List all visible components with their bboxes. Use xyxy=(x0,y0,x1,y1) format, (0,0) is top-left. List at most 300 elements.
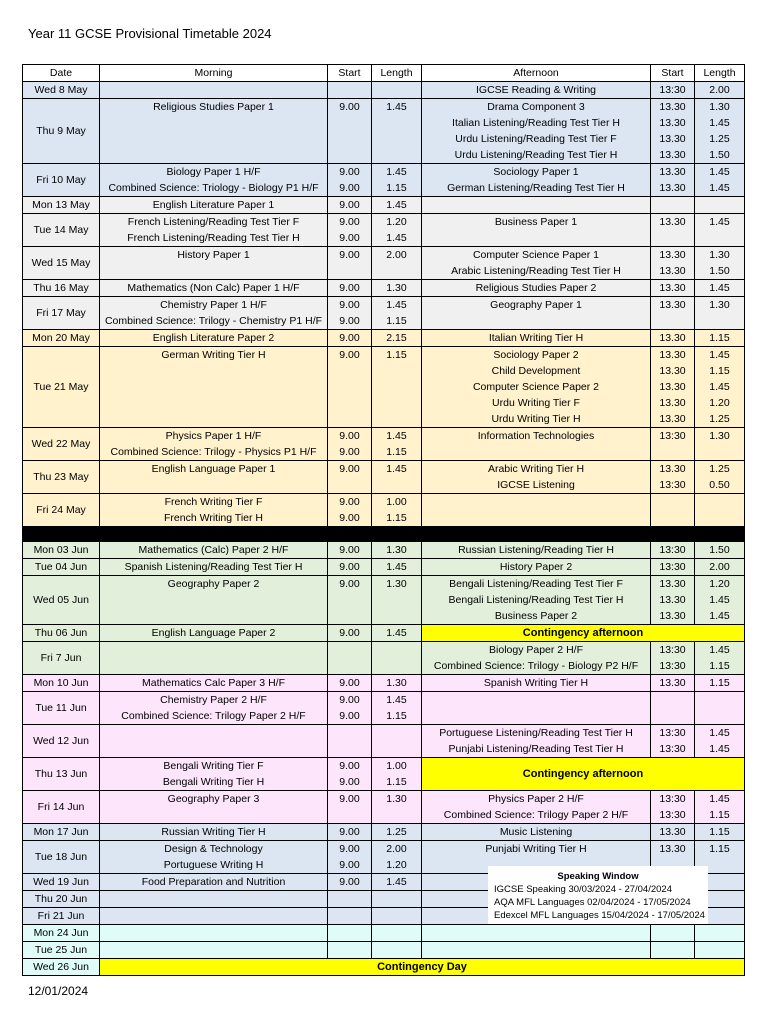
exam-subject: Urdu Listening/Reading Test Tier H xyxy=(454,149,618,161)
exam-length: 1.15 xyxy=(386,446,407,458)
exam-subject: Physics Paper 1 H/F xyxy=(165,430,262,442)
exam-subject: Business Paper 1 xyxy=(494,216,578,228)
day-date: Mon 20 May xyxy=(23,330,100,347)
exam-subject: French Listening/Reading Test Tier H xyxy=(127,232,300,244)
morning-subjects xyxy=(100,675,328,692)
exam-length: 1.15 xyxy=(386,315,407,327)
afternoon-subjects xyxy=(422,675,651,692)
exam-length: 1.45 xyxy=(709,216,730,228)
afternoon-start-times xyxy=(651,164,695,197)
day-date: Tue 25 Jun xyxy=(23,942,100,959)
exam-day-row xyxy=(23,942,745,959)
exam-subject: Mathematics (Non Calc) Paper 1 H/F xyxy=(127,282,300,294)
exam-start: 9.00 xyxy=(339,315,360,327)
exam-subject: German Listening/Reading Test Tier H xyxy=(447,182,625,194)
afternoon-start-times xyxy=(651,791,695,824)
exam-start: 9.00 xyxy=(339,544,360,556)
exam-length: 1.45 xyxy=(709,166,730,178)
exam-start: 9.00 xyxy=(339,859,360,871)
afternoon-lengths xyxy=(695,494,745,527)
exam-start: 13.30 xyxy=(659,463,686,475)
half-term-divider xyxy=(23,527,745,542)
morning-lengths xyxy=(372,197,422,214)
morning-subjects xyxy=(100,559,328,576)
morning-start-times xyxy=(328,214,372,247)
header-row xyxy=(23,65,745,82)
exam-start: 9.00 xyxy=(339,512,360,524)
morning-lengths xyxy=(372,725,422,758)
exam-start: 13:30 xyxy=(659,430,686,442)
morning-start-times xyxy=(328,692,372,725)
morning-lengths xyxy=(372,99,422,164)
afternoon-lengths xyxy=(695,82,745,99)
exam-start: 9.00 xyxy=(339,349,360,361)
morning-subjects xyxy=(100,908,328,925)
exam-subject: Geography Paper 1 xyxy=(490,299,582,311)
exam-subject: Combined Science: Triology - Biology P1 H/F xyxy=(108,182,319,194)
afternoon-start-times xyxy=(651,942,695,959)
morning-lengths xyxy=(372,82,422,99)
exam-length: 1.45 xyxy=(709,182,730,194)
exam-length: 1.25 xyxy=(386,826,407,838)
exam-length: 1.45 xyxy=(386,694,407,706)
exam-start: 13.30 xyxy=(659,249,686,261)
exam-start: 9.00 xyxy=(339,793,360,805)
exam-length: 1.45 xyxy=(386,101,407,113)
morning-start-times xyxy=(328,297,372,330)
day-date: Thu 06 Jun xyxy=(23,625,100,642)
exam-subject: Portuguese Writing H xyxy=(163,859,264,871)
morning-subjects xyxy=(100,791,328,824)
exam-start: 13.30 xyxy=(659,381,686,393)
exam-start: 13.30 xyxy=(659,397,686,409)
exam-subject: English Language Paper 1 xyxy=(151,463,276,475)
afternoon-subjects xyxy=(422,347,651,428)
afternoon-start-times xyxy=(651,824,695,841)
exam-subject: Punjabi Writing Tier H xyxy=(485,843,587,855)
afternoon-subjects xyxy=(422,428,651,461)
morning-start-times xyxy=(328,461,372,494)
exam-length: 1.45 xyxy=(709,282,730,294)
exam-length: 1.15 xyxy=(386,182,407,194)
morning-start-times xyxy=(328,625,372,642)
morning-lengths xyxy=(372,164,422,197)
exam-length: 1.15 xyxy=(709,332,730,344)
exam-subject: Biology Paper 1 H/F xyxy=(166,166,261,178)
exam-length: 1.25 xyxy=(709,463,730,475)
exam-start: 9.00 xyxy=(339,561,360,573)
exam-subject: Computer Science Paper 1 xyxy=(472,249,600,261)
morning-subjects xyxy=(100,625,328,642)
exam-length: 1.15 xyxy=(709,826,730,838)
exam-subject: French Writing Tier H xyxy=(164,512,263,524)
morning-subjects xyxy=(100,824,328,841)
exam-subject: Music Listening xyxy=(499,826,573,838)
exam-start: 9.00 xyxy=(339,182,360,194)
exam-subject: Computer Science Paper 2 xyxy=(472,381,600,393)
afternoon-lengths xyxy=(695,824,745,841)
afternoon-subjects xyxy=(422,542,651,559)
contingency-day: Contingency Day xyxy=(100,959,745,976)
exam-length: 1.45 xyxy=(709,644,730,656)
day-date: Mon 24 Jun xyxy=(23,925,100,942)
exam-start: 9.00 xyxy=(339,826,360,838)
exam-start: 13.30 xyxy=(659,216,686,228)
exam-subject: IGCSE Listening xyxy=(497,479,575,491)
morning-start-times xyxy=(328,82,372,99)
exam-start: 9.00 xyxy=(339,694,360,706)
contingency-afternoon: Contingency afternoon xyxy=(422,758,745,791)
afternoon-subjects xyxy=(422,692,651,725)
afternoon-subjects xyxy=(422,330,651,347)
day-date: Wed 26 Jun xyxy=(23,959,100,976)
morning-start-times xyxy=(328,164,372,197)
morning-start-times xyxy=(328,675,372,692)
header-start: Start xyxy=(328,65,372,82)
exam-day-row xyxy=(23,925,745,942)
exam-day-row xyxy=(23,280,745,297)
afternoon-subjects xyxy=(422,642,651,675)
day-date: Fri 10 May xyxy=(23,164,100,197)
exam-subject: French Listening/Reading Test Tier F xyxy=(127,216,300,228)
afternoon-lengths xyxy=(695,214,745,247)
afternoon-start-times xyxy=(651,428,695,461)
exam-subject: Spanish Writing Tier H xyxy=(483,677,589,689)
exam-length: 1.45 xyxy=(709,349,730,361)
exam-subject: English Literature Paper 1 xyxy=(152,199,275,211)
morning-lengths xyxy=(372,330,422,347)
exam-length: 1.15 xyxy=(709,365,730,377)
afternoon-subjects xyxy=(422,197,651,214)
exam-start: 13:30 xyxy=(659,644,686,656)
morning-subjects xyxy=(100,874,328,891)
exam-subject: Combined Science: Trilogy - Physics P1 H/F xyxy=(110,446,317,458)
exam-subject: Food Preparation and Nutrition xyxy=(141,876,286,888)
exam-subject: Russian Listening/Reading Tier H xyxy=(458,544,614,556)
morning-lengths xyxy=(372,247,422,280)
exam-subject: Combined Science: Trilogy - Chemistry P1 H/F xyxy=(104,315,323,327)
exam-start: 13.30 xyxy=(659,365,686,377)
exam-length: 1.15 xyxy=(709,843,730,855)
morning-subjects xyxy=(100,99,328,164)
morning-subjects xyxy=(100,428,328,461)
afternoon-lengths xyxy=(695,942,745,959)
exam-start: 13.30 xyxy=(659,349,686,361)
exam-start: 9.00 xyxy=(339,299,360,311)
exam-start: 9.00 xyxy=(339,876,360,888)
afternoon-start-times xyxy=(651,197,695,214)
exam-start: 13:30 xyxy=(659,809,686,821)
exam-start: 13.30 xyxy=(659,610,686,622)
morning-lengths xyxy=(372,758,422,791)
header-morning: Morning xyxy=(100,65,328,82)
exam-day-row xyxy=(23,494,745,527)
exam-day-row xyxy=(23,559,745,576)
exam-length: 1.25 xyxy=(709,413,730,425)
exam-length: 1.45 xyxy=(386,199,407,211)
header-start: Start xyxy=(651,65,695,82)
exam-subject: Religious Studies Paper 1 xyxy=(153,101,274,113)
exam-subject: Geography Paper 2 xyxy=(167,578,260,590)
day-date: Thu 23 May xyxy=(23,461,100,494)
afternoon-subjects xyxy=(422,494,651,527)
exam-start: 9.00 xyxy=(339,446,360,458)
morning-start-times xyxy=(328,908,372,925)
exam-length: 2.00 xyxy=(709,84,730,96)
exam-day-row xyxy=(23,642,745,675)
exam-start: 9.00 xyxy=(339,216,360,228)
afternoon-lengths xyxy=(695,925,745,942)
exam-length: 1.45 xyxy=(709,610,730,622)
exam-start: 13.30 xyxy=(659,282,686,294)
morning-start-times xyxy=(328,330,372,347)
exam-start: 9.00 xyxy=(339,776,360,788)
afternoon-start-times xyxy=(651,82,695,99)
exam-start: 13:30 xyxy=(659,727,686,739)
afternoon-subjects xyxy=(422,925,651,942)
exam-length: 0.50 xyxy=(709,479,730,491)
day-date: Thu 16 May xyxy=(23,280,100,297)
afternoon-subjects xyxy=(422,82,651,99)
exam-start: 13.30 xyxy=(659,332,686,344)
exam-subject: Combined Science: Trilogy Paper 2 H/F xyxy=(121,710,306,722)
day-date: Thu 9 May xyxy=(23,99,100,164)
exam-subject: Mathematics Calc Paper 3 H/F xyxy=(142,677,285,689)
exam-start: 9.00 xyxy=(339,760,360,772)
morning-lengths xyxy=(372,625,422,642)
exam-length: 1.30 xyxy=(386,544,407,556)
exam-length: 1.50 xyxy=(709,544,730,556)
morning-lengths xyxy=(372,642,422,675)
exam-length: 1.30 xyxy=(386,677,407,689)
exam-day-row xyxy=(23,461,745,494)
day-date: Wed 22 May xyxy=(23,428,100,461)
morning-start-times xyxy=(328,347,372,428)
exam-subject: Bengali Listening/Reading Test Tier H xyxy=(448,594,624,606)
exam-subject: Information Technologies xyxy=(477,430,595,442)
morning-lengths xyxy=(372,576,422,625)
afternoon-lengths xyxy=(695,461,745,494)
exam-length: 1.45 xyxy=(709,381,730,393)
exam-length: 1.50 xyxy=(709,149,730,161)
day-date: Wed 12 Jun xyxy=(23,725,100,758)
afternoon-lengths xyxy=(695,692,745,725)
exam-subject: English Literature Paper 2 xyxy=(152,332,275,344)
afternoon-subjects xyxy=(422,214,651,247)
exam-day-row xyxy=(23,576,745,625)
exam-subject: French Writing Tier F xyxy=(164,496,263,508)
morning-lengths xyxy=(372,347,422,428)
afternoon-start-times xyxy=(651,542,695,559)
speaking-window-title: Speaking Window xyxy=(557,871,639,882)
day-date: Mon 03 Jun xyxy=(23,542,100,559)
morning-lengths xyxy=(372,214,422,247)
morning-lengths xyxy=(372,824,422,841)
exam-length: 1.00 xyxy=(386,496,407,508)
header-length: Length xyxy=(695,65,745,82)
afternoon-lengths xyxy=(695,347,745,428)
exam-subject: Bengali Writing Tier H xyxy=(162,776,265,788)
morning-subjects xyxy=(100,725,328,758)
afternoon-start-times xyxy=(651,642,695,675)
exam-start: 9.00 xyxy=(339,332,360,344)
afternoon-subjects xyxy=(422,164,651,197)
afternoon-lengths xyxy=(695,725,745,758)
exam-length: 2.15 xyxy=(386,332,407,344)
morning-subjects xyxy=(100,642,328,675)
exam-day-row xyxy=(23,725,745,758)
afternoon-lengths xyxy=(695,675,745,692)
exam-length: 1.15 xyxy=(386,512,407,524)
exam-day-row xyxy=(23,82,745,99)
exam-start: 9.00 xyxy=(339,166,360,178)
exam-start: 13.30 xyxy=(659,677,686,689)
morning-start-times xyxy=(328,247,372,280)
afternoon-start-times xyxy=(651,330,695,347)
morning-subjects xyxy=(100,891,328,908)
speaking-window-line: IGCSE Speaking 30/03/2024 - 27/04/2024 xyxy=(494,884,672,895)
day-date: Wed 15 May xyxy=(23,247,100,280)
morning-subjects xyxy=(100,925,328,942)
day-date: Fri 7 Jun xyxy=(23,642,100,675)
afternoon-subjects xyxy=(422,942,651,959)
morning-lengths xyxy=(372,428,422,461)
morning-lengths xyxy=(372,559,422,576)
exam-subject: Urdu Writing Tier H xyxy=(491,413,581,425)
afternoon-subjects xyxy=(422,824,651,841)
contingency-afternoon: Contingency afternoon xyxy=(422,625,745,642)
exam-day-row xyxy=(23,824,745,841)
exam-start: 13:30 xyxy=(659,743,686,755)
afternoon-subjects xyxy=(422,461,651,494)
exam-subject: Business Paper 2 xyxy=(494,610,578,622)
morning-subjects xyxy=(100,247,328,280)
exam-start: 9.00 xyxy=(339,710,360,722)
afternoon-start-times xyxy=(651,214,695,247)
morning-start-times xyxy=(328,642,372,675)
morning-subjects xyxy=(100,542,328,559)
morning-start-times xyxy=(328,725,372,758)
exam-length: 1.30 xyxy=(709,101,730,113)
morning-lengths xyxy=(372,542,422,559)
exam-subject: Drama Component 3 xyxy=(487,101,585,113)
exam-start: 13.30 xyxy=(659,101,686,113)
day-date: Tue 21 May xyxy=(23,347,100,428)
afternoon-subjects xyxy=(422,99,651,164)
exam-subject: History Paper 1 xyxy=(177,249,250,261)
afternoon-lengths xyxy=(695,542,745,559)
day-date: Wed 05 Jun xyxy=(23,576,100,625)
afternoon-lengths xyxy=(695,642,745,675)
exam-start: 9.00 xyxy=(339,578,360,590)
day-date: Thu 20 Jun xyxy=(23,891,100,908)
exam-start: 13:30 xyxy=(659,561,686,573)
afternoon-start-times xyxy=(651,675,695,692)
exam-start: 13.30 xyxy=(659,826,686,838)
exam-day-row xyxy=(23,330,745,347)
morning-start-times xyxy=(328,428,372,461)
exam-length: 1.45 xyxy=(386,430,407,442)
morning-start-times xyxy=(328,576,372,625)
afternoon-start-times xyxy=(651,280,695,297)
exam-subject: Chemistry Paper 1 H/F xyxy=(160,299,267,311)
exam-day-row xyxy=(23,164,745,197)
exam-start: 13.30 xyxy=(659,166,686,178)
morning-start-times xyxy=(328,841,372,874)
morning-lengths xyxy=(372,494,422,527)
exam-subject: IGCSE Reading & Writing xyxy=(475,84,597,96)
day-date: Mon 17 Jun xyxy=(23,824,100,841)
morning-start-times xyxy=(328,791,372,824)
exam-subject: Bengali Writing Tier F xyxy=(163,760,264,772)
morning-start-times xyxy=(328,925,372,942)
exam-start: 13:30 xyxy=(659,793,686,805)
morning-subjects xyxy=(100,461,328,494)
exam-length: 1.45 xyxy=(709,117,730,129)
day-date: Fri 17 May xyxy=(23,297,100,330)
morning-subjects xyxy=(100,197,328,214)
exam-start: 9.00 xyxy=(339,282,360,294)
exam-subject: Combined Science: Trilogy - Biology P2 H/F xyxy=(433,660,639,672)
afternoon-subjects xyxy=(422,559,651,576)
exam-day-row xyxy=(23,675,745,692)
half-term-bar xyxy=(23,527,745,542)
timetable xyxy=(22,64,745,976)
exam-start: 9.00 xyxy=(339,101,360,113)
exam-start: 9.00 xyxy=(339,249,360,261)
exam-length: 1.15 xyxy=(386,776,407,788)
afternoon-lengths xyxy=(695,330,745,347)
exam-start: 13:30 xyxy=(659,544,686,556)
exam-length: 1.45 xyxy=(709,743,730,755)
exam-start: 13.30 xyxy=(659,594,686,606)
exam-length: 1.15 xyxy=(709,809,730,821)
morning-subjects xyxy=(100,347,328,428)
afternoon-start-times xyxy=(651,347,695,428)
morning-subjects xyxy=(100,164,328,197)
afternoon-start-times xyxy=(651,725,695,758)
exam-start: 13:30 xyxy=(659,479,686,491)
exam-length: 1.15 xyxy=(386,710,407,722)
exam-start: 9.00 xyxy=(339,627,360,639)
exam-length: 1.45 xyxy=(386,166,407,178)
exam-day-row xyxy=(23,197,745,214)
exam-start: 13.30 xyxy=(659,413,686,425)
morning-start-times xyxy=(328,942,372,959)
exam-subject: Mathematics (Calc) Paper 2 H/F xyxy=(138,544,289,556)
exam-subject: German Writing Tier H xyxy=(161,349,266,361)
morning-lengths xyxy=(372,692,422,725)
morning-start-times xyxy=(328,542,372,559)
exam-day-row xyxy=(23,214,745,247)
exam-day-row xyxy=(23,542,745,559)
exam-length: 1.20 xyxy=(709,578,730,590)
morning-subjects xyxy=(100,942,328,959)
exam-length: 1.45 xyxy=(709,793,730,805)
morning-subjects xyxy=(100,758,328,791)
exam-subject: Sociology Paper 2 xyxy=(493,349,579,361)
exam-subject: Chemistry Paper 2 H/F xyxy=(160,694,267,706)
morning-start-times xyxy=(328,99,372,164)
day-date: Wed 8 May xyxy=(23,82,100,99)
exam-start: 13.30 xyxy=(659,843,686,855)
exam-length: 1.30 xyxy=(709,430,730,442)
exam-start: 13.30 xyxy=(659,182,686,194)
afternoon-lengths xyxy=(695,559,745,576)
afternoon-start-times xyxy=(651,559,695,576)
day-date: Tue 04 Jun xyxy=(23,559,100,576)
day-date: Mon 13 May xyxy=(23,197,100,214)
